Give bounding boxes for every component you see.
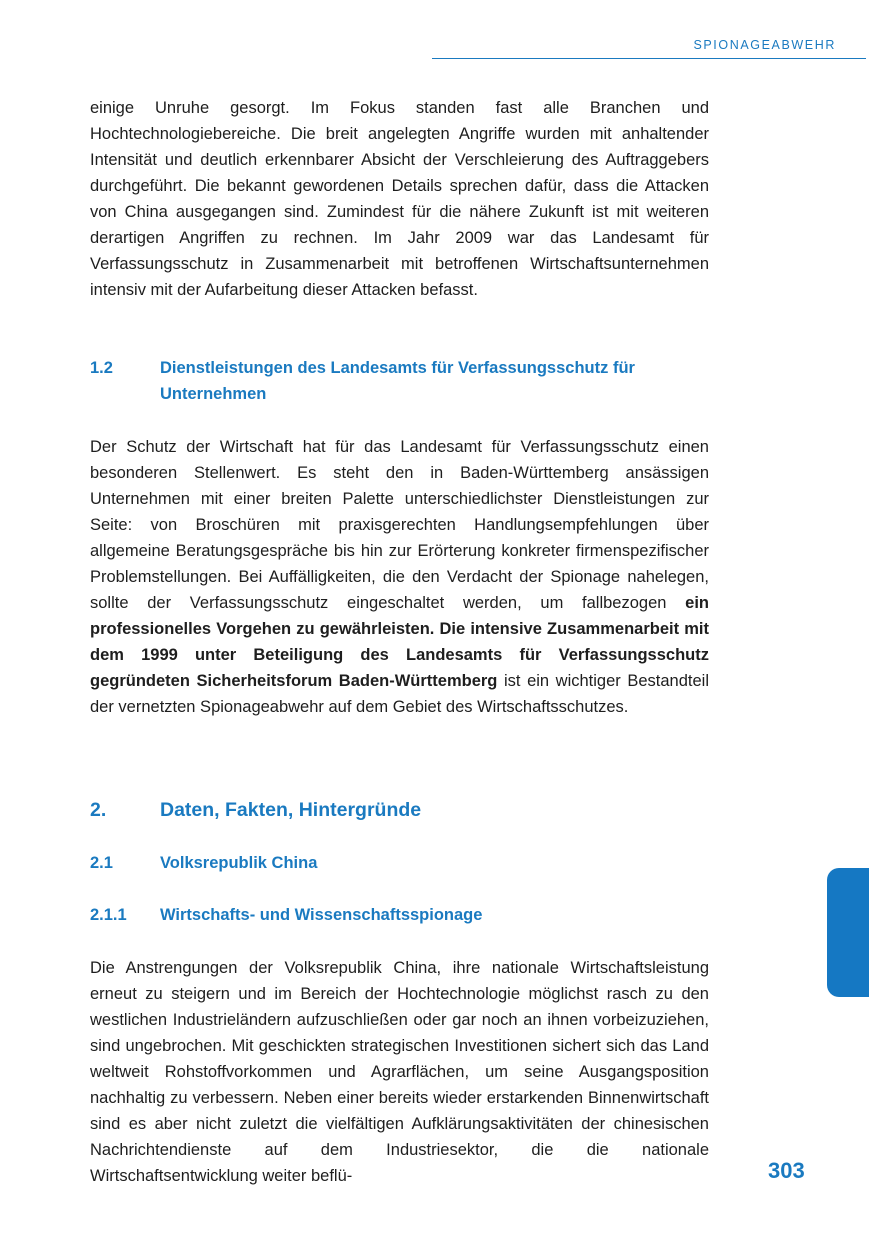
section-title: Wirtschafts- und Wissenschaftsspionage bbox=[160, 906, 483, 924]
paragraph-2-text-after: ist ein wichtiger Bestandteil der vernetzten Spionageabwehr auf dem Gebiet des Wirtschaftsschutzes. bbox=[90, 672, 710, 716]
paragraph-1: einige Unruhe gesorgt. Im Fokus standen fast alle Branchen und Hochtechnologiebereiche. Die breit angelegten Angriffe wurden mit anhaltender Intensität und deutlich erkennbarer Absicht der Verschleierung des Auftraggebers durchgeführt. Die bekannt gewordenen Details sprechen dafür, dass die Attacken von China ausgegangen sind. Zumindest für die nähere Zukunft ist mit weiteren derartigen Angriffen zu rechnen. Im Jahr 2009 war das Landesamt für Verfassungsschutz in Zusammenarbeit mit betroffenen Wirtschaftsunternehmen intensiv mit der Aufarbeitung dieser Attacken befasst. bbox=[90, 99, 709, 299]
running-header bbox=[432, 38, 866, 59]
section-number: 1.2 bbox=[90, 359, 113, 377]
paragraph-2 bbox=[90, 434, 709, 720]
section-title: Daten, Fakten, Hintergründe bbox=[160, 799, 422, 821]
section-number: 2.1 bbox=[90, 854, 113, 872]
paragraph-2-bold-text: ein professionelles Vorgehen zu gewährleisten. Die intensive Zusammenarbeit mit dem 1999 unter Beteiligung des Landesamts für Verfassungsschutz gegründeten Sicherheitsforum Baden-Württemberg bbox=[90, 594, 709, 690]
section-title: Volksrepublik China bbox=[160, 854, 318, 872]
page-number: 303 bbox=[768, 1158, 805, 1183]
paragraph-2-text-before: Der Schutz der Wirtschaft hat für das Landesamt für Verfassungsschutz einen besonderen Stellenwert. Es steht den in Baden-Württemberg ansässigen Unternehmen mit einer breiten Palette unterschiedlichster Dienstleistungen zur Seite: von Broschüren mit praxisgerechten Handlungsempfehlungen über allgemeine Beratungsgespräche bis hin zur Erörterung konkreter firmenspezifischer Problemstellungen. Bei Auffälligkeiten, die den Verdacht der Spionage nahelegen, sollte der Verfassungsschutz eingeschaltet werden, um fallbezogen bbox=[90, 438, 709, 612]
chapter-side-tab bbox=[827, 868, 869, 997]
paragraph-3: Die Anstrengungen der Volksrepublik China, ihre nationale Wirtschaftsleistung erneut zu steigern und im Bereich der Hochtechnologie möglichst rasch zu den westlichen Industrieländern aufzuschließen oder gar noch an ihnen vorbeizuziehen, sind ungebrochen. Mit geschickten strategischen Investitionen sichert sich das Land weltweit Rohstoffvorkommen und Agrarflächen, um seine Ausgangsposition nachhaltig zu verbessern. Neben einer bereits wieder erstarkenden Binnenwirtschaft sind es aber nicht zuletzt die vielfältigen Aufklärungsaktivitäten der chinesischen Nachrichtendienste auf dem Industriesektor, die die nationale Wirtschaftsentwicklung weiter beflü- bbox=[90, 959, 709, 1185]
section-title: Dienstleistungen des Landesamts für Verfassungsschutz für Unternehmen bbox=[160, 359, 635, 403]
section-number: 2.1.1 bbox=[90, 906, 127, 924]
section-label: SPIONAGEABWEHR bbox=[693, 38, 836, 52]
section-number: 2. bbox=[90, 799, 107, 821]
